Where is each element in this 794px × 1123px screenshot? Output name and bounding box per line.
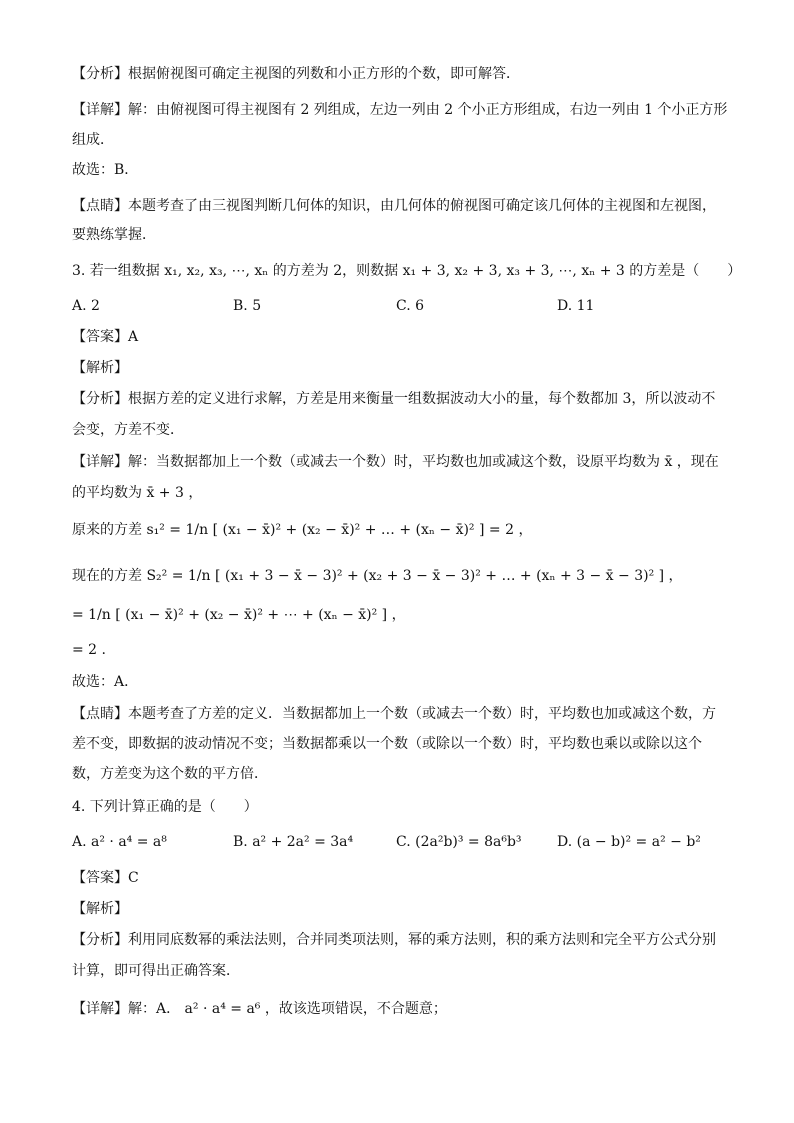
analysis-q2: 【分析】根据俯视图可确定主视图的列数和小正方形的个数，即可解答． xyxy=(72,66,520,82)
q3-option-c: C. 6 xyxy=(396,298,425,314)
answer-choice-q3: 故选：A． xyxy=(72,674,139,690)
q4-option-c: C. (2a²b)³ = 8a⁶b³ xyxy=(396,834,522,850)
q3-option-b: B. 5 xyxy=(233,298,262,314)
formula-original-variance: 原来的方差 s₁² = 1/n [ (x₁ − x̄)² + (x₂ − x̄)² + … + (xₙ − x̄)² ] = 2 ， xyxy=(72,522,533,538)
formula-simplified: = 1/n [ (x₁ − x̄)² + (x₂ − x̄)² + ⋯ + (xₙ − x̄)² ] ， xyxy=(72,607,406,623)
explanation-q4: 【详解】解：A． a² · a⁴ = a⁶ ，故该选项错误，不合题意； xyxy=(72,1001,447,1017)
solution-heading-q3: 【解析】 xyxy=(72,360,128,376)
comment-q3-cont1: 差不变，即数据的波动情况不变；当数据都乘以一个数（或除以一个数）时，平均数也乘以或除以这个 xyxy=(72,736,702,752)
formula-result: = 2 . xyxy=(72,642,106,658)
comment-q2-cont: 要熟练掌握． xyxy=(72,227,156,243)
analysis-q3: 【分析】根据方差的定义进行求解，方差是用来衡量一组数据波动大小的量，每个数都加 3，所以波动不 xyxy=(72,391,716,407)
analysis-q3-cont: 会变，方差不变． xyxy=(72,422,184,438)
q4-option-d: D. (a − b)² = a² − b² xyxy=(557,834,701,850)
formula-new-variance: 现在的方差 S₂² = 1/n [ (x₁ + 3 − x̄ − 3)² + (x₂ + 3 − x̄ − 3)² + … + (xₙ + 3 − x̄ − 3)² ] ， xyxy=(72,568,683,584)
comment-q2: 【点睛】本题考查了由三视图判断几何体的知识，由几何体的俯视图可确定该几何体的主视图和左视图， xyxy=(72,198,716,214)
comment-q3-cont2: 数，方差变为这个数的平方倍． xyxy=(72,766,268,782)
comment-q3: 【点睛】本题考查了方差的定义．当数据都加上一个数（或减去一个数）时，平均数也加或减这个数，方 xyxy=(72,706,716,722)
q4-option-b: B. a² + 2a² = 3a⁴ xyxy=(233,834,354,850)
q3-option-a: A. 2 xyxy=(72,298,100,314)
answer-q3: 【答案】A xyxy=(72,329,139,345)
analysis-q4-cont: 计算，即可得出正确答案． xyxy=(72,963,240,979)
question-3: 3. 若一组数据 x₁, x₂, x₃, ⋯, xₙ 的方差为 2，则数据 x₁ + 3, x₂ + 3, x₃ + 3, ⋯, xₙ + 3 的方差是（ ） xyxy=(72,263,742,279)
analysis-q4: 【分析】利用同底数幂的乘法法则，合并同类项法则，幂的乘方法则，积的乘方法则和完全平方公式分别 xyxy=(72,932,716,948)
question-4: 4. 下列计算正确的是（ ） xyxy=(72,799,258,815)
explanation-q3-cont: 的平均数为 x̄ + 3 ， xyxy=(72,485,203,501)
q3-option-d: D. 11 xyxy=(557,298,595,314)
q4-option-a: A. a² · a⁴ = a⁸ xyxy=(72,834,167,850)
explanation-q2: 【详解】解：由俯视图可得主视图有 2 列组成，左边一列由 2 个小正方形组成，右边一列由 1 个小正方形 xyxy=(72,102,728,118)
solution-heading-q4: 【解析】 xyxy=(72,901,128,917)
explanation-q2-cont: 组成． xyxy=(72,132,114,148)
explanation-q3: 【详解】解：当数据都加上一个数（或减去一个数）时，平均数也加或减这个数，设原平均数为 x̄ ，现在 xyxy=(72,454,719,470)
answer-q4: 【答案】C xyxy=(72,870,139,886)
answer-choice-q2: 故选：B． xyxy=(72,162,139,178)
